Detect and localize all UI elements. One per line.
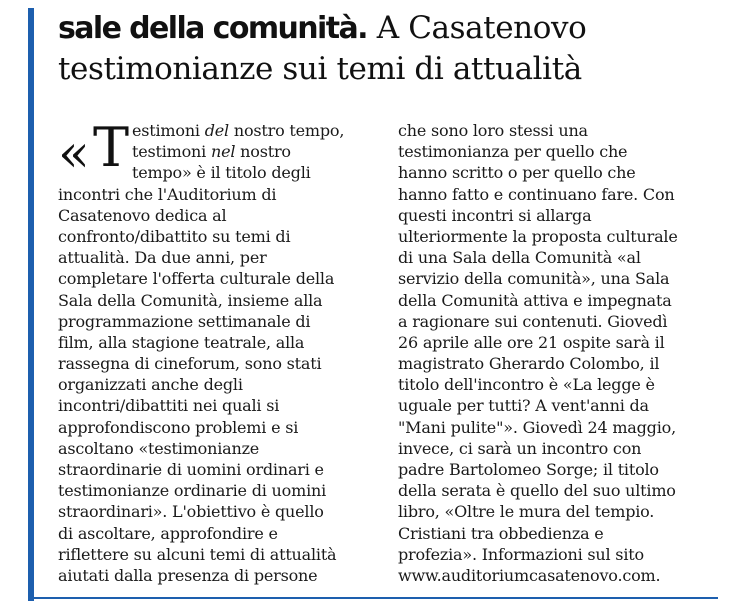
text-line: testimonianze ordinarie di uomini [58, 481, 327, 501]
text-line: ascoltano «testimonianze [58, 438, 260, 458]
article-column-1 [58, 116, 378, 586]
text-line: servizio della comunità», una Sala [398, 269, 670, 289]
text-line: straordinarie di uomini ordinari e [58, 460, 324, 479]
text-line: della serata è quello del suo ultimo [398, 481, 676, 501]
text-line: questi incontri si allarga [398, 205, 592, 225]
text-line: "Mani pulite"». Giovedì 24 maggio, [398, 417, 676, 437]
text-line: di ascoltare, approfondire e [58, 523, 278, 543]
text-line: Cristiani tra obbedienza e [398, 523, 604, 543]
text-line: confronto/dibattito su temi di [58, 226, 291, 246]
article-column-2 [398, 120, 718, 586]
headline [58, 8, 728, 89]
text-line: titolo dell'incontro è «La legge è [398, 375, 655, 395]
headline-title-part-1: A Casatenovo [376, 10, 587, 46]
text-line: programmazione settimanale di [58, 311, 311, 331]
text-line: della Comunità attiva e impegnata [398, 290, 672, 310]
text-line: testimonianza per quello che [398, 142, 628, 162]
text-line: incontri/dibattiti nei quali si [58, 396, 280, 416]
text-line: ulteriormente la proposta culturale [398, 226, 678, 246]
headline-kicker: sale della comunità. [58, 11, 367, 46]
text-line: film, alla stagione teatrale, alla [58, 332, 305, 352]
text-line: magistrato Gherardo Colombo, il [398, 354, 660, 374]
text-line: padre Bartolomeo Sorge; il titolo [398, 460, 659, 479]
text-line: attualità. Da due anni, per [58, 248, 267, 268]
text-line: Sala della Comunità, insieme alla [58, 290, 323, 310]
text-line: uguale per tutti? A vent'anni da [398, 396, 649, 416]
text-line: a ragionare sui contenuti. Giovedì [398, 311, 668, 331]
text-line: organizzati anche degli [58, 375, 243, 395]
opening-quote-mark: « [58, 124, 90, 184]
text-line: hanno scritto o per quello che [398, 163, 636, 183]
text-line: incontri che l'Auditorium di [58, 184, 277, 204]
text-line: 26 aprile alle ore 21 ospite sarà il [398, 332, 665, 352]
text-line: approfondiscono problemi e si [58, 417, 299, 437]
text-line: di una Sala della Comunità «al [398, 248, 641, 268]
text-line: profezia». Informazioni sul sito [398, 544, 644, 564]
accent-rule-bottom [28, 597, 718, 599]
text-line: invece, ci sarà un incontro con [398, 438, 642, 458]
text-line: straordinari». L'obiettivo è quello [58, 502, 324, 522]
accent-rule-left [28, 8, 34, 601]
headline-line-1 [58, 8, 728, 49]
text-line: estimoni del nostro tempo, [132, 121, 345, 140]
text-line: testimoni nel nostro [132, 142, 291, 162]
text-line: completare l'offerta culturale della [58, 269, 335, 289]
text-line: che sono loro stessi una [398, 121, 588, 140]
text-line: tempo» è il titolo degli [132, 163, 311, 183]
headline-line-2: testimonianze sui temi di attualità [58, 51, 582, 87]
text-line: Casatenovo dedica al [58, 205, 227, 225]
text-line: riflettere su alcuni temi di attualità [58, 544, 337, 564]
text-line: hanno fatto e continuano fare. Con [398, 184, 675, 204]
text-line: rassegna di cineforum, sono stati [58, 354, 322, 374]
drop-cap: T [93, 116, 130, 179]
website-url: www.auditoriumcasatenovo.com. [398, 565, 661, 585]
text-line: aiutati dalla presenza di persone [58, 565, 318, 585]
text-line: libro, «Oltre le mura del tempio. [398, 502, 655, 522]
